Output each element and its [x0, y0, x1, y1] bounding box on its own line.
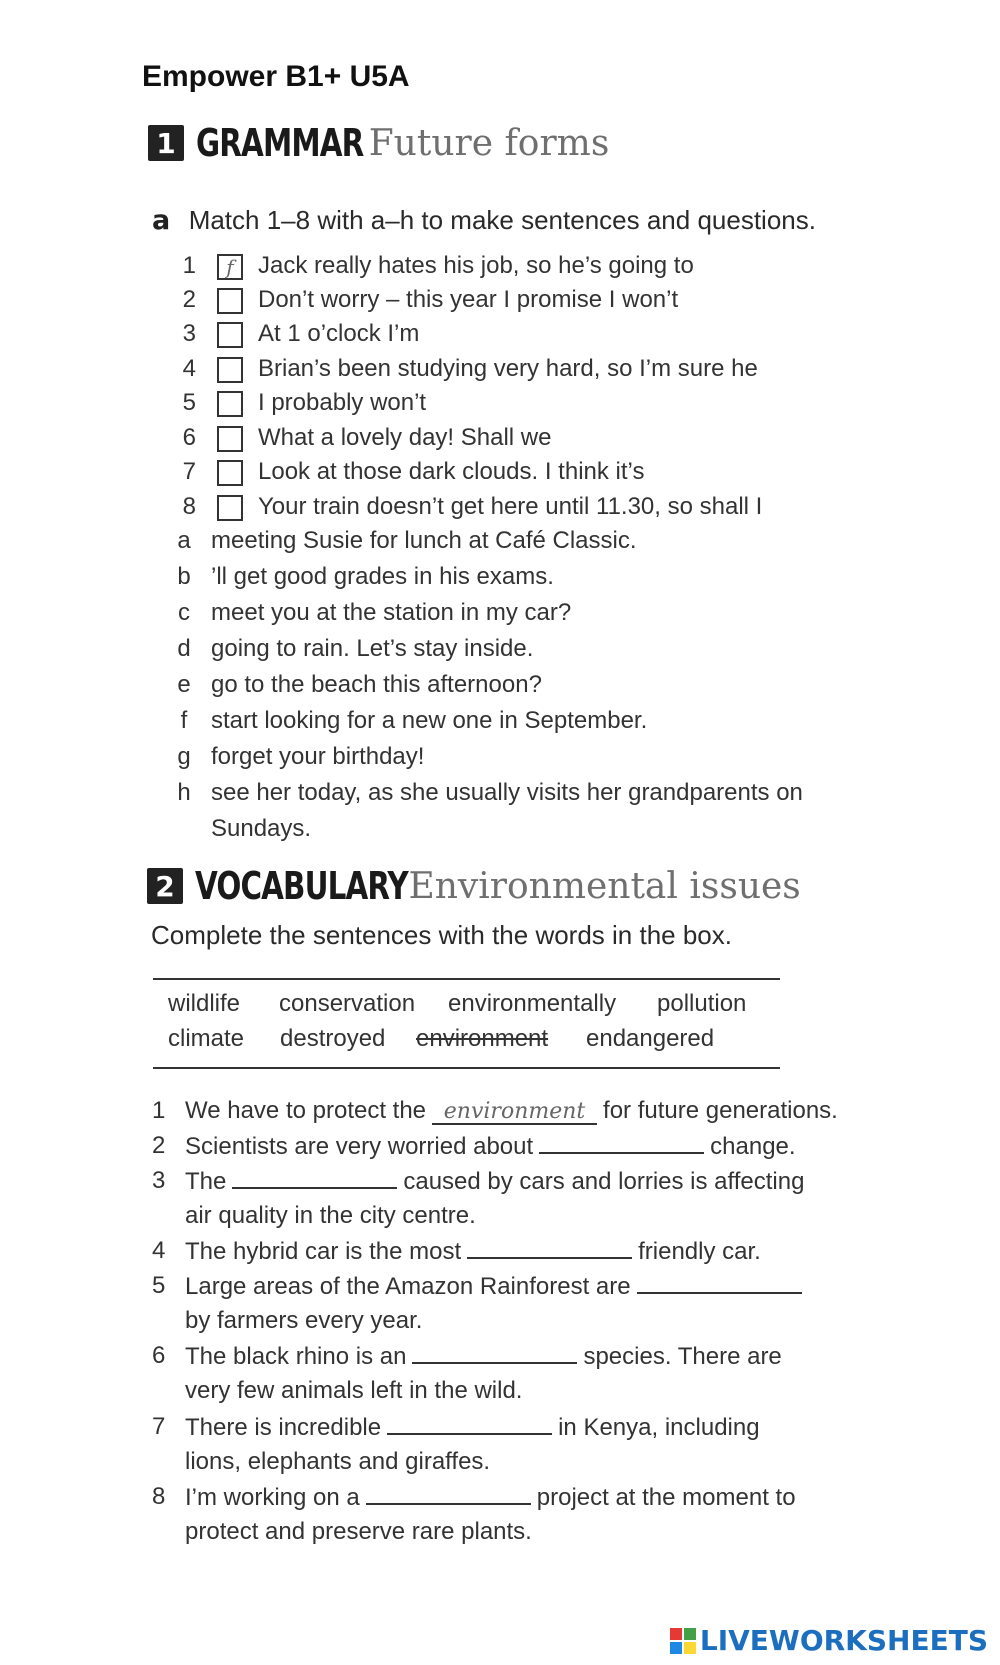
ending-letter: f — [180, 707, 188, 734]
example-answer: environment — [432, 1101, 597, 1125]
ending-text: start looking for a new one in September. — [211, 707, 648, 734]
sentence-line2: very few animals left in the wild. — [185, 1377, 523, 1404]
sentence-start: Large areas of the Amazon Rainforest are — [185, 1273, 631, 1300]
sentence-number: 3 — [152, 1167, 166, 1194]
item-text: Jack really hates his job, so he’s going to — [258, 252, 694, 279]
sentence-start: The black rhino is an — [185, 1343, 407, 1370]
sentence-number: 8 — [152, 1483, 166, 1510]
answer-blank[interactable] — [467, 1237, 632, 1259]
sentence-end: for future generations. — [603, 1097, 838, 1124]
ending-letter: d — [177, 635, 191, 662]
sentence-number: 4 — [152, 1237, 166, 1264]
answer-box[interactable] — [217, 391, 243, 417]
sentence-start: There is incredible — [185, 1414, 382, 1441]
sentence-line2: protect and preserve rare plants. — [185, 1518, 532, 1545]
item-text: Brian’s been studying very hard, so I’m sure he — [258, 355, 758, 382]
section-title: VOCABULARY — [195, 864, 408, 908]
answer-box[interactable] — [217, 495, 243, 521]
sentence-start: I’m working on a — [185, 1484, 360, 1511]
item-text: Look at those dark clouds. I think it’s — [258, 458, 645, 485]
answer-box[interactable]: f — [217, 254, 243, 280]
sentence-line2: lions, elephants and giraffes. — [185, 1448, 491, 1475]
ending-text: ’ll get good grades in his exams. — [211, 563, 554, 590]
liveworksheets-logo[interactable] — [670, 1624, 988, 1657]
answer-box[interactable] — [217, 357, 243, 383]
item-text: At 1 o’clock I’m — [258, 320, 420, 347]
answer-box[interactable] — [217, 288, 243, 314]
word-box-item: endangered — [586, 1025, 715, 1052]
answer-box[interactable] — [217, 460, 243, 486]
answer-blank[interactable] — [232, 1167, 397, 1189]
sentence-number: 1 — [152, 1097, 166, 1124]
vocabulary-instruction: Complete the sentences with the words in the box. — [151, 920, 732, 950]
item-number: 2 — [182, 286, 196, 313]
section-number: 1 — [148, 125, 184, 161]
instruction-letter: a — [152, 205, 171, 236]
word-box-item-used: environment — [416, 1025, 549, 1052]
item-number: 7 — [182, 458, 196, 485]
item-number: 5 — [182, 389, 196, 416]
grammar-section-heading — [148, 121, 609, 165]
word-box-top-rule — [153, 978, 780, 980]
answer-blank[interactable] — [539, 1132, 704, 1154]
word-box-bottom-rule — [153, 1067, 780, 1069]
item-text: Your train doesn’t get here until 11.30, so shall I — [258, 493, 763, 520]
section-number: 2 — [147, 868, 183, 904]
word-box-item: conservation — [279, 990, 416, 1017]
ending-text: meeting Susie for lunch at Café Classic. — [211, 527, 637, 554]
word-box-item: wildlife — [168, 990, 241, 1017]
vocabulary-section-heading — [147, 864, 801, 908]
answer-blank[interactable] — [637, 1272, 802, 1294]
sentence-end: project at the moment to — [536, 1484, 796, 1511]
liveworksheets-logo-icon — [670, 1628, 696, 1654]
sentence-number: 5 — [152, 1272, 166, 1299]
document-title: Empower B1+ U5A — [142, 60, 410, 93]
item-number: 3 — [182, 320, 196, 347]
ending-text: forget your birthday! — [211, 743, 425, 770]
item-text: What a lovely day! Shall we — [258, 424, 552, 451]
section-title: GRAMMAR — [196, 121, 364, 165]
ending-letter: c — [178, 599, 190, 626]
answer-blank[interactable] — [412, 1342, 577, 1364]
sentence-start: Scientists are very worried about — [185, 1133, 534, 1160]
ending-text-continued: Sundays. — [211, 815, 312, 842]
sentence-end: species. There are — [583, 1343, 782, 1370]
word-box-item: destroyed — [280, 1025, 386, 1052]
answer-blank[interactable] — [366, 1483, 531, 1505]
sentence-number: 7 — [152, 1413, 166, 1440]
ending-text: going to rain. Let’s stay inside. — [211, 635, 534, 662]
word-box-item: climate — [168, 1025, 245, 1052]
sentence-number: 6 — [152, 1342, 166, 1369]
word-box-item: pollution — [657, 990, 747, 1017]
sentence-line2: by farmers every year. — [185, 1307, 423, 1334]
ending-text: go to the beach this afternoon? — [211, 671, 542, 698]
item-number: 6 — [182, 424, 196, 451]
sentence-number: 2 — [152, 1132, 166, 1159]
item-text: Don’t worry – this year I promise I won’t — [258, 286, 679, 313]
word-box-item: environmentally — [448, 990, 617, 1017]
section-subtitle: Environmental issues — [408, 865, 801, 907]
answer-blank[interactable] — [387, 1413, 552, 1435]
sentence-start: The hybrid car is the most — [185, 1238, 462, 1265]
sentence-line2: air quality in the city centre. — [185, 1202, 476, 1229]
ending-letter: e — [177, 671, 191, 698]
ending-letter: g — [177, 743, 191, 770]
item-number: 8 — [182, 493, 196, 520]
sentence-end: caused by cars and lorries is affecting — [403, 1168, 805, 1195]
instruction-text: Match 1–8 with a–h to make sentences and questions. — [188, 205, 816, 235]
grammar-instruction — [152, 205, 816, 236]
ending-letter: a — [177, 527, 191, 554]
section-subtitle: Future forms — [368, 122, 610, 164]
item-number: 1 — [182, 252, 196, 279]
ending-letter: h — [177, 779, 191, 806]
answer-box[interactable] — [217, 322, 243, 348]
sentence-start: The — [185, 1168, 227, 1195]
ending-letter: b — [177, 563, 191, 590]
sentence-end: in Kenya, including — [558, 1414, 760, 1441]
logo-text: LIVEWORKSHEETS — [699, 1624, 988, 1657]
ending-text: see her today, as she usually visits her grandparents on — [211, 779, 803, 806]
item-text: I probably won’t — [258, 389, 427, 416]
item-number: 4 — [182, 355, 196, 382]
answer-box[interactable] — [217, 426, 243, 452]
ending-text: meet you at the station in my car? — [211, 599, 572, 626]
sentence-end: friendly car. — [638, 1238, 761, 1265]
sentence-end: change. — [710, 1133, 796, 1160]
sentence-start: We have to protect the — [185, 1097, 427, 1124]
